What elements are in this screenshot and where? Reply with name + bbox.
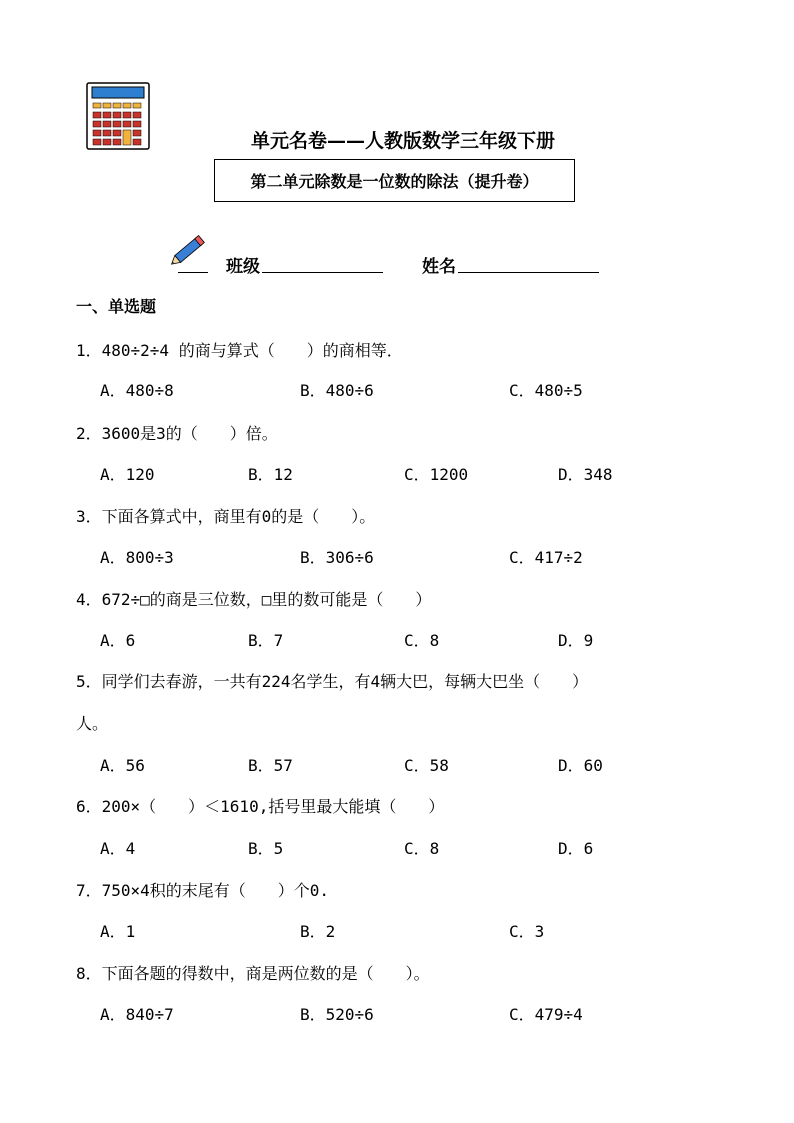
option-a[interactable]: A．4 xyxy=(100,839,136,858)
page-subtitle: 第二单元除数是一位数的除法（提升卷） xyxy=(214,159,575,202)
section-title: 一、单选题 xyxy=(76,297,157,316)
option-c[interactable]: C．8 xyxy=(404,631,440,650)
question-stem: 5．同学们去春游，一共有224名学生，有4辆大巴，每辆大巴坐（ ） xyxy=(76,672,589,691)
question-stem: 1．480÷2÷4 的商与算式（ ）的商相等． xyxy=(76,341,403,360)
option-a[interactable]: A．1 xyxy=(100,922,136,941)
option-c[interactable]: C．417÷2 xyxy=(509,548,583,567)
question-stem: 7．750×4积的末尾有（ ）个0. xyxy=(76,881,330,900)
option-a[interactable]: A．56 xyxy=(100,756,145,775)
option-b[interactable]: B．5 xyxy=(248,839,284,858)
option-d[interactable]: D．348 xyxy=(558,465,613,484)
name-label: 姓名 xyxy=(422,257,456,277)
option-b[interactable]: B．7 xyxy=(248,631,284,650)
option-c[interactable]: C．480÷5 xyxy=(509,381,583,400)
option-a[interactable]: A．120 xyxy=(100,465,155,484)
option-b[interactable]: B．480÷6 xyxy=(300,381,374,400)
question-stem-continued: 人。 xyxy=(76,714,109,733)
option-c[interactable]: C．479÷4 xyxy=(509,1005,583,1024)
option-b[interactable]: B．520÷6 xyxy=(300,1005,374,1024)
option-a[interactable]: A．480÷8 xyxy=(100,381,174,400)
option-a[interactable]: A．800÷3 xyxy=(100,548,174,567)
option-b[interactable]: B．2 xyxy=(300,922,336,941)
page-title: 单元名卷——人教版数学三年级下册 xyxy=(250,130,555,152)
class-label: 班级 xyxy=(226,257,260,277)
option-d[interactable]: D．9 xyxy=(558,631,594,650)
option-b[interactable]: B．306÷6 xyxy=(300,548,374,567)
question-stem: 8．下面各题的得数中，商是两位数的是（ ）。 xyxy=(76,964,430,983)
name-field[interactable] xyxy=(458,252,599,273)
class-field[interactable] xyxy=(262,252,383,273)
option-d[interactable]: D．6 xyxy=(558,839,594,858)
option-b[interactable]: B．57 xyxy=(248,756,293,775)
option-c[interactable]: C．58 xyxy=(404,756,449,775)
option-c[interactable]: C．1200 xyxy=(404,465,469,484)
option-c[interactable]: C．3 xyxy=(509,922,545,941)
question-stem: 2．3600是3的（ ）倍。 xyxy=(76,424,278,443)
pencil-underline xyxy=(178,252,208,273)
question-stem: 4．672÷□的商是三位数，□里的数可能是（ ） xyxy=(76,590,432,609)
option-c[interactable]: C．8 xyxy=(404,839,440,858)
question-stem: 3．下面各算式中，商里有0的是（ ）。 xyxy=(76,507,376,526)
question-stem: 6．200×（ ）＜1610,括号里最大能填（ ） xyxy=(76,797,445,816)
option-b[interactable]: B．12 xyxy=(248,465,293,484)
option-a[interactable]: A．840÷7 xyxy=(100,1005,174,1024)
option-a[interactable]: A．6 xyxy=(100,631,136,650)
option-d[interactable]: D．60 xyxy=(558,756,603,775)
